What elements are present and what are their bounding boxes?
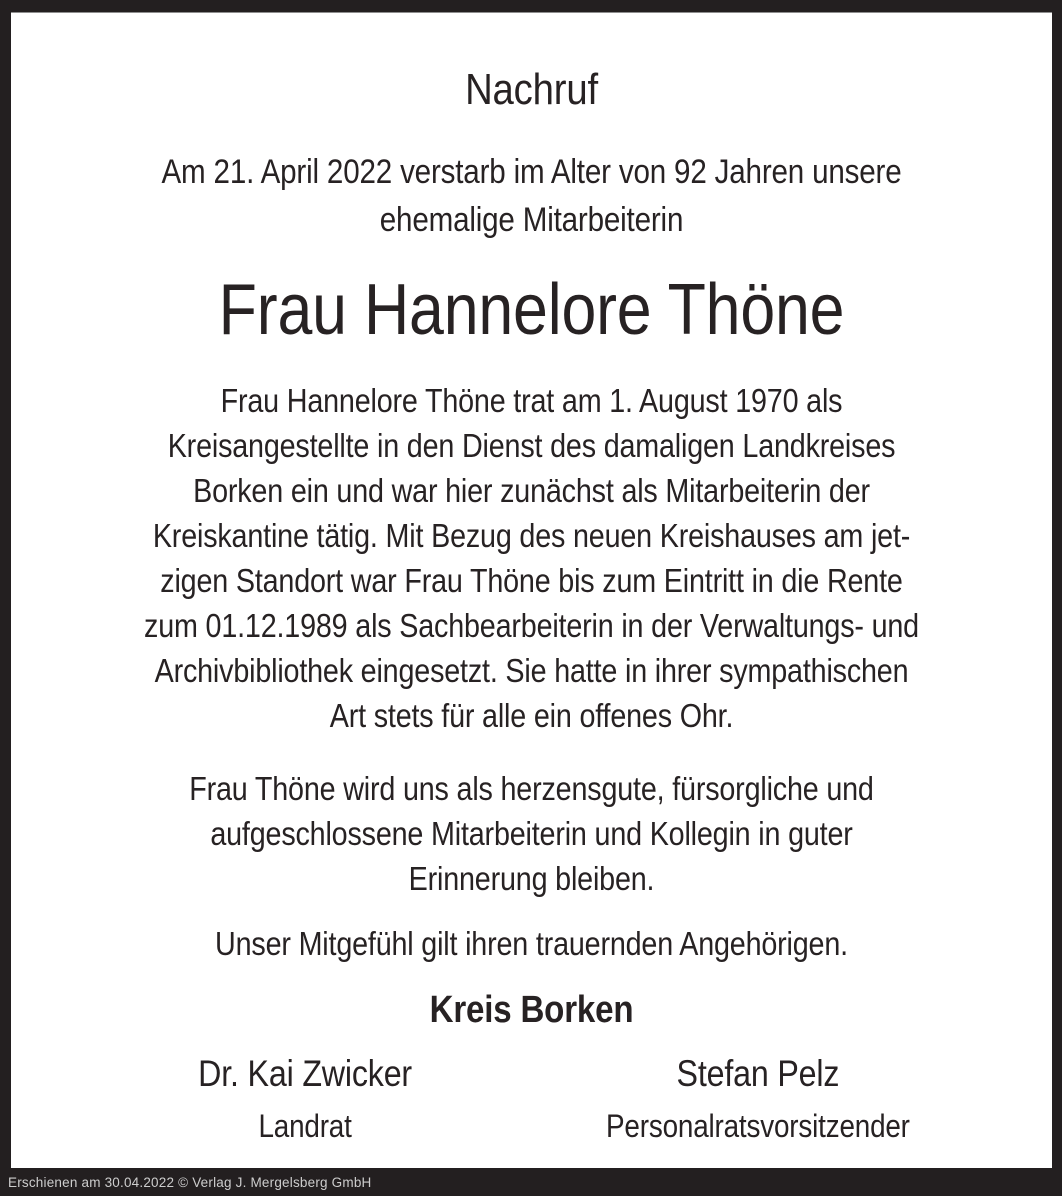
text-line: zum 01.12.1989 als Sachbearbeiterin in der Verwaltungs- und [144,607,919,644]
signatory-left [79,1054,532,1144]
text-line: Kreiskantine tätig. Mit Bezug des neuen Kreishauses am jet- [152,517,911,554]
intro-paragraph [79,148,985,244]
obituary-sheet [11,12,1052,1168]
intro-line: Am 21. April 2022 verstarb im Alter von 92 Jahren unsere [161,153,902,191]
text-line: Art stets für alle ein offenes Ohr. [329,697,734,734]
condolence-line: Unser Mitgefühl gilt ihren trauernden Angehörigen. [215,925,848,962]
signatory-name: Dr. Kai Zwicker [198,1053,412,1094]
signatory-role: Landrat [258,1108,352,1144]
signatory-right [532,1054,985,1144]
text-line: Archivbibliothek eingesetzt. Sie hatte in ihrer sympathischen [154,652,909,689]
text-line: Borken ein und war hier zunächst als Mitarbeiterin der [193,472,870,509]
deceased-name: Frau Hannelore Thöne [218,270,845,350]
text-line: Frau Hannelore Thöne trat am 1. August 1970 als [220,382,843,419]
text-line: Frau Thöne wird uns als herzensgute, fürsorgliche und [189,770,874,807]
signature-row [79,1054,985,1144]
organization-name: Kreis Borken [429,989,634,1031]
signatory-name: Stefan Pelz [676,1053,840,1094]
biography-paragraph [79,378,985,738]
text-line: zigen Standort war Frau Thöne bis zum Eintritt in die Rente [160,562,903,599]
text-line: Kreisangestellte in den Dienst des damaligen Landkreises [167,427,896,464]
publisher-footer-text: Erschienen am 30.04.2022 © Verlag J. Mergelsberg GmbH [8,1175,372,1190]
signatory-role: Personalratsvorsitzender [606,1108,910,1144]
publisher-footer-bar [0,1168,1062,1196]
text-line: aufgeschlossene Mitarbeiterin und Kollegin in guter [210,815,853,852]
intro-line: ehemalige Mitarbeiterin [379,201,684,239]
obituary-content [79,13,985,1144]
notice-kicker: Nachruf [465,65,598,114]
remembrance-paragraph [79,766,985,901]
text-line: Erinnerung bleiben. [408,860,655,897]
